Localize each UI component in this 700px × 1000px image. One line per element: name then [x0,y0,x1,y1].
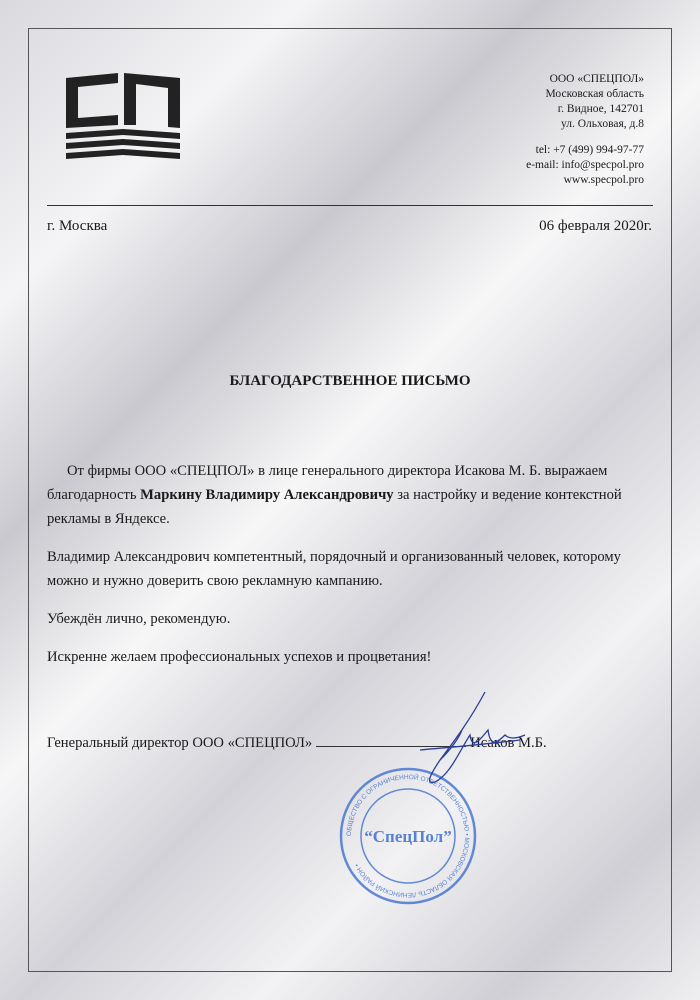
p1-end: за настройку и ведение контекстной рекламы в Яндексе. [47,487,622,527]
company-name: ООО «СПЕЦПОЛ» [549,73,644,85]
paragraph-3: Убеждён лично, рекомендую. [47,611,231,627]
handwritten-signature [400,690,530,800]
paragraph-1 [47,459,657,531]
company-city: г. Видное, 142701 [557,103,644,115]
letter-place: г. Москва [47,218,108,234]
letter-date: 06 февраля 2020г. [539,218,652,234]
recipient-name: Маркину Владимиру Александровичу [140,487,394,503]
paragraph-4: Искренне желаем профессиональных успехов и процветания! [47,649,432,665]
signer-position: Генеральный директор ООО «СПЕЦПОЛ» [47,735,313,751]
signer-name: Исаков М.Б. [470,735,547,751]
company-website: www.specpol.pro [563,174,644,186]
p1-start: От фирмы ООО «СПЕЦПОЛ» в лице генерального директора Исакова М. Б. выражаем благодарность [47,463,608,503]
header-divider [47,205,653,206]
company-email: e-mail: info@specpol.pro [526,159,644,171]
signature-block [47,735,657,752]
letter-body [47,459,657,683]
stamp-ring-text: ОБЩЕСТВО С ОГРАНИЧЕННОЙ ОТВЕТСТВЕННОСТЬЮ • МОСКОВСКАЯ ОБЛАСТЬ ЛЕНИНСКИЙ РАЙОН • [345,773,471,899]
company-phone: tel: +7 (499) 994-97-77 [535,144,644,156]
paragraph-2: Владимир Александрович компетентный, порядочный и организованный человек, которому можно и нужно доверить свою рекламную кампанию. [47,549,621,589]
company-logo [66,70,180,160]
letter-title: БЛАГОДАРСТВЕННОЕ ПИСЬМО [229,373,471,389]
company-address [526,72,644,188]
company-region: Московская область [545,88,644,100]
company-street: ул. Ольховая, д.8 [561,118,644,130]
stamp-center-text: “СпецПол” [364,827,452,846]
